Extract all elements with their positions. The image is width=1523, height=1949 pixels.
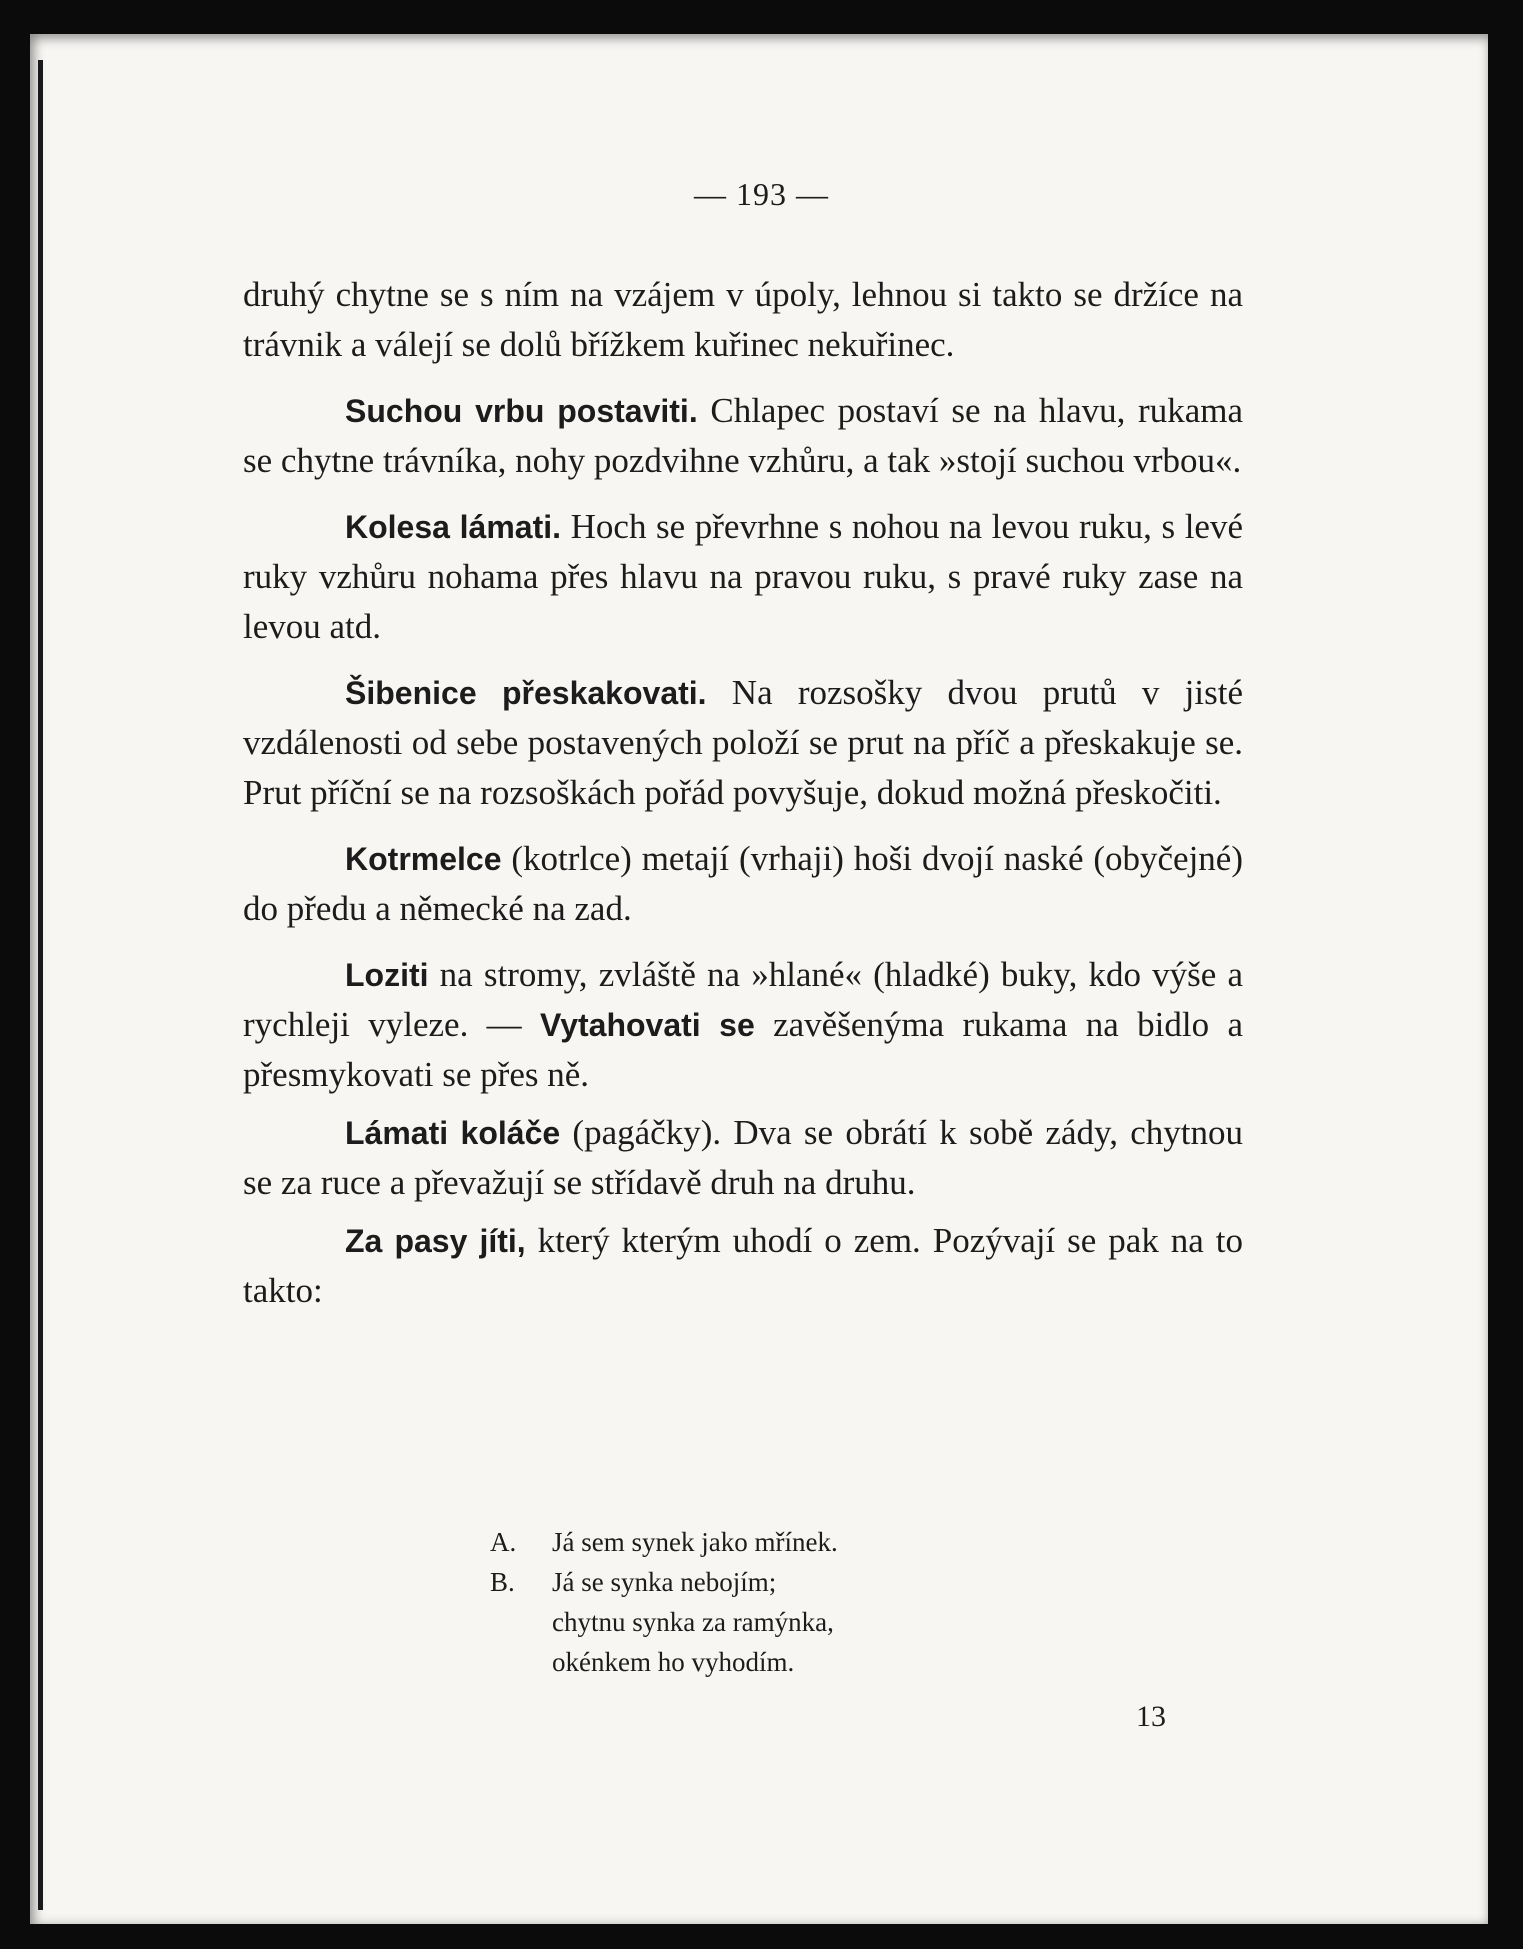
paragraph-5 xyxy=(243,834,1243,934)
verse-text: Já se synka nebojím; xyxy=(552,1567,777,1597)
verse xyxy=(490,1522,1010,1682)
page-number: — 193 — xyxy=(694,176,829,212)
paragraph-text: druhý chytne se s ním na vzájem v úpoly, lehnou si takto se držíce na trávnik a válejí se dolů břížkem kuřinec nekuřinec. xyxy=(243,275,1243,364)
verse-speaker: A. xyxy=(490,1527,517,1557)
paragraph-7 xyxy=(243,1108,1243,1208)
scan-border xyxy=(1488,0,1523,1949)
paragraph-title-2: Vytahovati se xyxy=(540,1007,755,1043)
signature-mark: 13 xyxy=(1136,1700,1166,1733)
paragraph-6 xyxy=(243,950,1243,1100)
paragraph-8 xyxy=(243,1216,1243,1316)
paragraph-title: Loziti xyxy=(345,957,429,993)
verse-text: Já sem synek jako mřínek. xyxy=(552,1527,838,1557)
paragraph-text: (kotrlce) metají (vrhaji) hoši dvojí naské (obyčejné) do předu a německé na zad. xyxy=(243,839,1243,928)
paragraph-title: Lámati koláče xyxy=(345,1115,561,1151)
paragraph-4 xyxy=(243,668,1243,818)
verse-text: chytnu synka za ramýnka, xyxy=(552,1607,834,1637)
verse-speaker xyxy=(490,1602,552,1642)
verse-line xyxy=(490,1522,1010,1562)
paragraph-text-2: zavěšenýma rukama na bidlo a přesmykovati se přes ně. xyxy=(243,1005,1244,1094)
body-text xyxy=(243,270,1243,1332)
paragraph-title: Kotrmelce xyxy=(345,841,502,877)
paragraph-text: který kterým uhodí o zem. Pozývají se pak na to takto: xyxy=(243,1221,1243,1310)
binding-edge xyxy=(38,60,43,1910)
paragraph-title: Za pasy jíti, xyxy=(345,1223,526,1259)
paragraph-text: na stromy, zvláště na »hlané« (hladké) buky, kdo výše a rychleji vyleze. — xyxy=(243,955,1243,1044)
paragraph-1 xyxy=(243,270,1243,370)
paragraph-3 xyxy=(243,502,1243,652)
paragraph-text: Chlapec postaví se na hlavu, rukama se chytne trávníka, nohy pozdvihne vzhůru, a tak »stojí suchou vrbou«. xyxy=(243,391,1243,480)
verse-line xyxy=(490,1642,1010,1682)
verse-text: okénkem ho vyhodím. xyxy=(552,1647,795,1677)
paragraph-title: Šibenice přeskakovati. xyxy=(345,675,707,711)
verse-line xyxy=(490,1562,1010,1602)
paragraph-text: Hoch se převrhne s nohou na levou ruku, s levé ruky vzhůru nohama přes hlavu na pravou ruku, s pravé ruky zase na levou atd. xyxy=(243,507,1243,646)
verse-speaker xyxy=(490,1642,552,1682)
verse-speaker: B. xyxy=(490,1567,515,1597)
paragraph-2 xyxy=(243,386,1243,486)
verse-line xyxy=(490,1602,1010,1642)
paragraph-title: Suchou vrbu postaviti. xyxy=(345,393,698,429)
paragraph-text: Na rozsošky dvou prutů v jisté vzdálenosti od sebe postavených položí se prut na příč a přeskakuje se. Prut příční se na rozsoškách pořád povyšuje, dokud možná přeskočiti. xyxy=(243,673,1243,812)
paragraph-title: Kolesa lámati. xyxy=(345,509,562,545)
paragraph-text: (pagáčky). Dva se obrátí k sobě zády, chytnou se za ruce a převažují se střídavě druh na druhu. xyxy=(243,1113,1243,1202)
